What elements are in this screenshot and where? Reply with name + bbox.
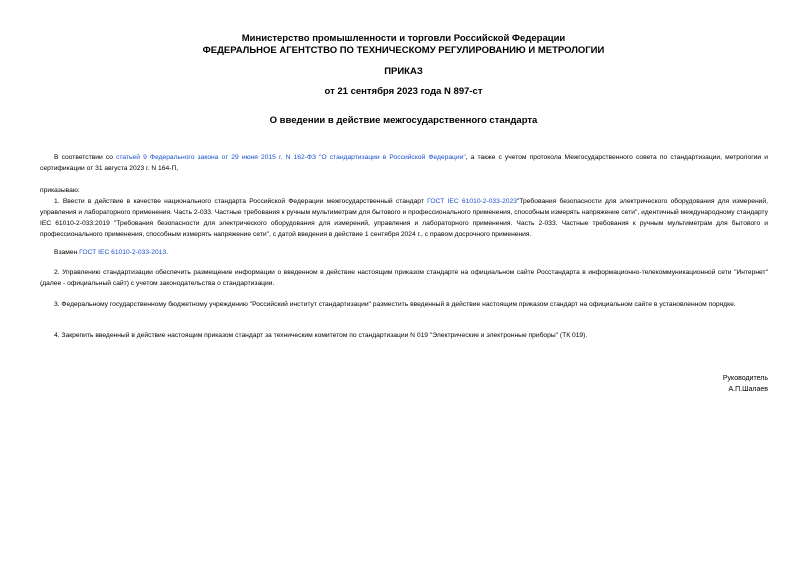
document-date-number: от 21 сентября 2023 года N 897-ст — [324, 86, 483, 97]
standard-2023-link[interactable]: ГОСТ IEC 61010-2-033-2023 — [427, 198, 517, 205]
item-1-prefix: 1. Ввести в действие в качестве национального стандарта Российской Федерации межгосударственный стандарт — [54, 198, 428, 205]
replacement-prefix: Взамен — [54, 249, 80, 256]
preamble-suffix: , а также с учетом протокола Межгосударственного совета по стандартизации, метрологии и сертификации от 31 августа 2023 г. N 164-П, — [40, 154, 768, 172]
replacement-paragraph — [40, 247, 768, 258]
signatory-name: А.П.Шалаев — [728, 386, 768, 393]
item-2-paragraph: 2. Управлению стандартизации обеспечить размещение информации о введенном в действие настоящим приказом стандарте на официальном сайте Росстандарта в информационно-телекоммуникационной сети "Интернет" (далее - официальный сайт) с учетом законодательства о стандартизации. — [40, 269, 768, 287]
document-type: ПРИКАЗ — [384, 66, 423, 77]
item-3-paragraph: 3. Федеральному государственному бюджетному учреждению "Российский институт стандартизации" разместить введенный в действие настоящим приказом стандарт на официальном сайте в установленном порядке. — [54, 301, 736, 308]
signatory-position: Руководитель — [722, 375, 768, 382]
agency-name: ФЕДЕРАЛЬНОЕ АГЕНТСТВО ПО ТЕХНИЧЕСКОМУ РЕГУЛИРОВАНИЮ И МЕТРОЛОГИИ — [202, 45, 605, 56]
preamble-paragraph — [40, 152, 768, 174]
item-1-paragraph — [40, 196, 768, 240]
replacement-suffix: . — [166, 249, 169, 256]
order-word: приказываю: — [40, 187, 80, 194]
standard-2013-link[interactable]: ГОСТ IEC 61010-2-033-2013 — [79, 249, 167, 256]
ministry-name: Министерство промышленности и торговли Российской Федерации — [241, 33, 566, 44]
federal-law-link[interactable]: статьей 9 Федерального закона от 29 июня 2015 г. N 162-ФЗ "О стандартизации в Российской Федерации" — [116, 154, 466, 161]
item-1-suffix: "Требования безопасности для электрического оборудования для измерений, управления и лабораторного применения. Часть 2-033. Частные требования к ручным мультиметрам для бытового и профессионального применения, способным измерять напряжение сети", идентичный международному стандарту IEC 61010-2-033:2019 "Требования безопасности для электрического оборудования для измерений, управления и лабораторного применения. Часть 2-033. Частные требования к ручным мультиметрам для бытового и профессионального применения, способным измерять напряжение сети", с датой введения в действие 1 сентября 2024 г., с правом досрочного применения. — [40, 198, 768, 238]
item-4-paragraph: 4. Закрепить введенный в действие настоящим приказом стандарт за техническим комитетом по стандартизации N 019 "Электрические и электронные приборы" (ТК 019). — [54, 332, 588, 339]
preamble-prefix: В соответствии со — [54, 154, 117, 161]
document-subject: О введении в действие межгосударственного стандарта — [269, 115, 538, 126]
